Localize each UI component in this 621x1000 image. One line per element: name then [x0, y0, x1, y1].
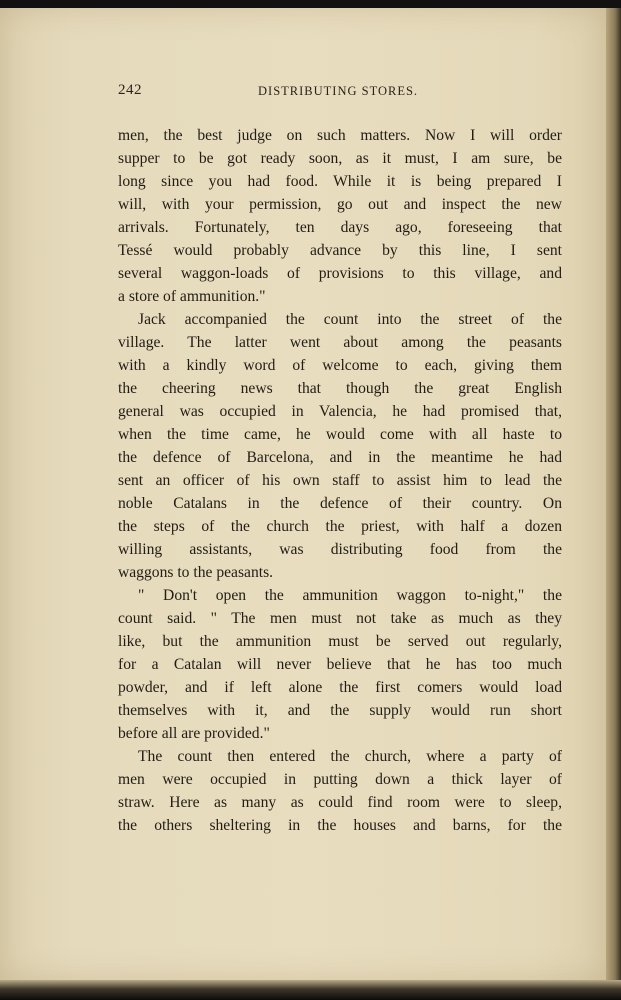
text-line: will, with your permission, go out and inspect the new — [118, 196, 562, 213]
text-line: arrivals. Fortunately, ten days ago, foreseeing that — [118, 219, 562, 236]
text-line: themselves with it, and the supply would run short — [118, 702, 562, 719]
page-right-edge — [606, 8, 621, 980]
text-line: waggons to the peasants. — [118, 564, 274, 581]
text-line: for a Catalan will never believe that he has too much — [118, 656, 562, 673]
text-line: the defence of Barcelona, and in the meantime he had — [118, 449, 562, 466]
text-line: when the time came, he would come with all haste to — [118, 426, 562, 443]
text-line: the others sheltering in the houses and barns, for the — [118, 817, 562, 834]
text-line: count said. " The men must not take as much as they — [118, 610, 562, 627]
running-head: DISTRIBUTING STORES. — [258, 84, 419, 98]
page-number: 242 — [118, 82, 142, 98]
text-line: like, but the ammunition must be served out regularly, — [118, 633, 562, 650]
text-line: long since you had food. While it is being prepared I — [118, 173, 562, 190]
text-line: sent an officer of his own staff to assist him to lead the — [118, 472, 562, 489]
text-line: willing assistants, was distributing food from the — [118, 541, 562, 558]
text-line: supper to be got ready soon, as it must, I am sure, be — [118, 150, 562, 167]
body-text — [118, 124, 562, 837]
text-line: noble Catalans in the defence of their country. On — [118, 495, 562, 512]
page-header — [118, 82, 562, 106]
text-line: Tessé would probably advance by this line, I sent — [118, 242, 562, 259]
text-line: with a kindly word of welcome to each, giving them — [118, 357, 562, 374]
text-line: general was occupied in Valencia, he had promised that, — [118, 403, 562, 420]
text-line: The count then entered the church, where a party of — [138, 748, 562, 765]
scan-bottom-edge — [0, 980, 621, 1000]
text-line: before all are provided." — [118, 725, 270, 742]
text-line: men, the best judge on such matters. Now I will order — [118, 127, 562, 144]
text-line: straw. Here as many as could find room were to sleep, — [118, 794, 562, 811]
scan-top-edge — [0, 0, 621, 8]
text-line: " Don't open the ammunition waggon to-night," the — [138, 587, 562, 604]
text-line: the steps of the church the priest, with half a dozen — [118, 518, 562, 535]
text-line: the cheering news that though the great English — [118, 380, 562, 397]
text-line: a store of ammunition." — [118, 288, 266, 305]
text-line: village. The latter went about among the peasants — [118, 334, 562, 351]
text-line: men were occupied in putting down a thick layer of — [118, 771, 562, 788]
text-line: several waggon-loads of provisions to this village, and — [118, 265, 562, 282]
text-line: Jack accompanied the count into the street of the — [138, 311, 562, 328]
text-line: powder, and if left alone the first comers would load — [118, 679, 562, 696]
